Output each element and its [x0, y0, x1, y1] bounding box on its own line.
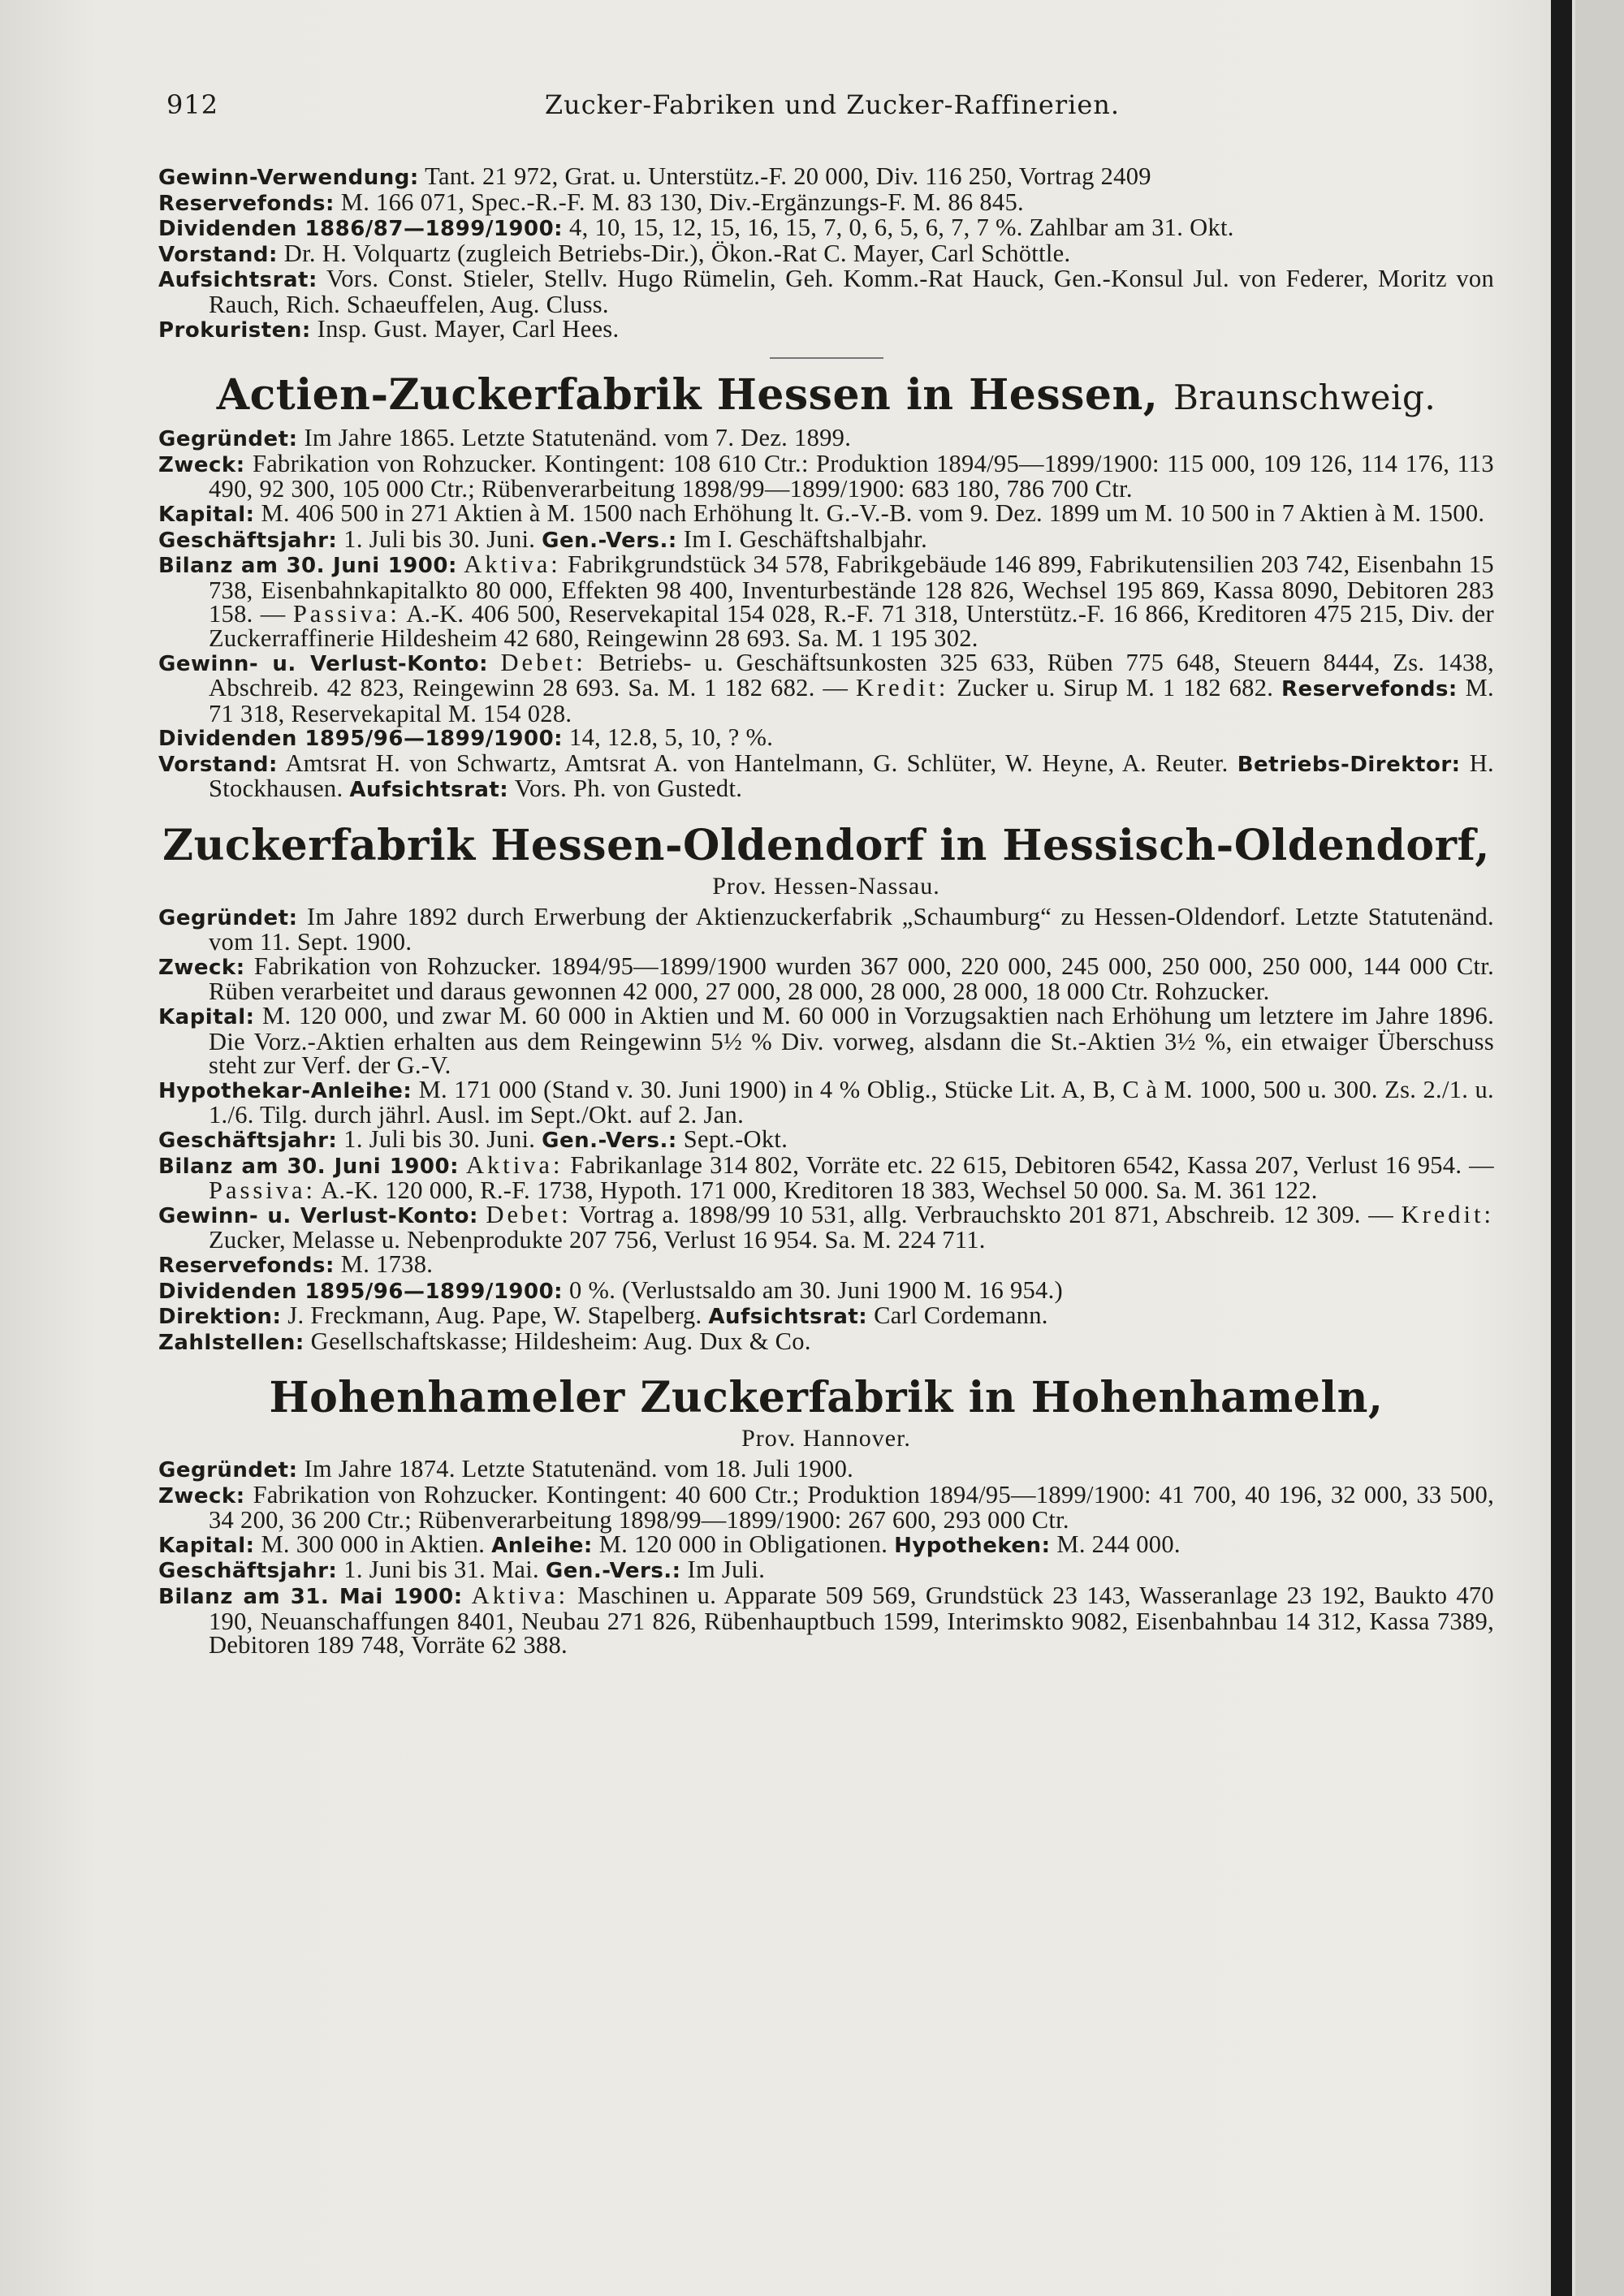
s2-geschaeftsjahr: Geschäftsjahr: 1. Juli bis 30. Juni. Gen.-Vers.: Sept.-Okt. — [158, 1125, 788, 1153]
s1-geschaeftsjahr: Geschäftsjahr: 1. Juli bis 30. Juni. Gen.-Vers.: Im I. Geschäftshalbjahr. — [158, 524, 927, 553]
prev-vorstand: Vorstand: Dr. H. Volquartz (zugleich Betriebs-Dir.), Ökon.-Rat C. Mayer, Carl Schöttle. — [158, 239, 1071, 267]
s3-geschaeftsjahr: Geschäftsjahr: 1. Juni bis 31. Mai. Gen.-Vers.: Im Juli. — [158, 1556, 766, 1584]
s3-subtitle: Prov. Hannover. — [741, 1425, 911, 1452]
s1-bilanz: Bilanz am 30. Juni 1900: Aktiva: Fabrikgrundstück 34 578, Fabrikgebäude 146 899, Fabrikutensilien 203 742, Eisenbahn 15 738, Eisenbahnkapitalkto 80 000, Effekten 98 400, Inventurbestände 128 826, Wechsel 195 869, Kassa 8090, Debitoren 283 158. — Passiva: A.-K. 406 500, Reservekapital 154 028, R.-F. 71 318, Unterstütz.-F. 16 866, Kreditoren 475 215, Div. der Zuckerraffinerie Hildesheim 42 680, Reingewinn 28 693. Sa. M. 1 195 302. — [158, 550, 1494, 652]
prev-gewinn-verwendung: Gewinn-Verwendung: Tant. 21 972, Grat. u. Unterstütz.-F. 20 000, Div. 116 250, Vortrag 2409 — [158, 162, 1151, 190]
prev-prokuristen: Prokuristen: Insp. Gust. Mayer, Carl Hees. — [158, 314, 620, 343]
page-number: 912 — [166, 89, 219, 120]
scan-edge — [1575, 0, 1624, 2296]
page-content — [158, 162, 1495, 1659]
s1-dividenden: Dividenden 1895/96—1899/1900: 14, 12.8, 5, 10, ? %. — [158, 723, 774, 752]
s2-zahlstellen: Zahlstellen: Gesellschaftskasse; Hildesheim: Aug. Dux & Co. — [158, 1327, 811, 1355]
prev-dividenden: Dividenden 1886/87—1899/1900: 4, 10, 15, 12, 15, 16, 15, 7, 0, 6, 5, 6, 7, 7 %. Zahlbar am 31. Okt. — [158, 214, 1234, 242]
s3-zweck: Zweck: Fabrikation von Rohzucker. Kontingent: 40 600 Ctr.; Produktion 1894/95—1899/1900: 41 700, 40 196, 32 000, 33 500, 34 200, 36 200 Ctr.; Rübenverarbeitung 1898/99—1899/1900: 267 600, 293 000 Ctr. — [158, 1480, 1494, 1534]
s2-gewinn-verlust: Gewinn- u. Verlust-Konto: Debet: Vortrag a. 1898/99 10 531, allg. Verbrauchskto 201 871, Abschreib. 12 309. — Kredit: Zucker, Melasse u. Nebenprodukte 207 756, Verlust 16 954. Sa. M. 224 711. — [158, 1200, 1494, 1254]
s2-kapital: Kapital: M. 120 000, und zwar M. 60 000 in Aktien und M. 60 000 in Vorzugsaktien nach Erhöhung um letztere im Jahre 1896. Die Vorz.-Aktien erhalten aus dem Reingewinn 5½ % Div. vorweg, alsdann die St.-Aktien 3½ %, ein etwaiger Überschuss steht zur Verf. der G.-V. — [158, 1002, 1494, 1080]
section-divider — [770, 357, 883, 359]
s2-reservefonds: Reservefonds: M. 1738. — [158, 1249, 434, 1278]
page-header — [166, 89, 1498, 130]
s2-zweck: Zweck: Fabrikation von Rohzucker. 1894/95—1899/1900 wurden 367 000, 220 000, 245 000, 250 000, 250 000, 144 000 Ctr. Rüben verarbeitet und daraus gewonnen 42 000, 27 000, 28 000, 28 000, 28 000, 18 000 Ctr. Rohzucker. — [158, 952, 1494, 1006]
company-title-hessen: Actien-Zuckerfabrik Hessen in Hessen, Braunschweig. — [216, 370, 1436, 421]
s2-direktion: Direktion: J. Freckmann, Aug. Pape, W. Stapelberg. Aufsichtsrat: Carl Cordemann. — [158, 1301, 1048, 1330]
s1-gewinn-verlust: Gewinn- u. Verlust-Konto: Debet: Betriebs- u. Geschäftsunkosten 325 633, Rüben 775 648, Steuern 8444, Zs. 1438, Abschreib. 42 823, Reingewinn 28 693. Sa. M. 1 182 682. — Kredit: Zucker u. Sirup M. 1 182 682. Reservefonds: M. 71 318, Reservekapital M. 154 028. — [158, 648, 1494, 727]
s2-hypothekar-anleihe: Hypothekar-Anleihe: M. 171 000 (Stand v. 30. Juni 1900) in 4 % Oblig., Stücke Lit. A, B, C à M. 1000, 500 u. 300. Zs. 2./1. u. 1./6. Tilg. durch jährl. Ausl. im Sept./Okt. auf 2. Jan. — [158, 1075, 1494, 1129]
s3-bilanz: Bilanz am 31. Mai 1900: Aktiva: Maschinen u. Apparate 509 569, Grundstück 23 143, Wasseranlage 23 192, Baukto 470 190, Neuanschaffungen 8401, Neubau 271 826, Rübenhauptbuch 1599, Interimskto 9082, Eisenbahnbau 14 312, Kassa 7389, Debitoren 189 748, Vorräte 62 388. — [158, 1581, 1494, 1659]
company-title-hessen-oldendorf: Zuckerfabrik Hessen-Oldendorf in Hessisch-Oldendorf, — [162, 821, 1490, 871]
s1-gegruendet: Gegründet: Im Jahre 1865. Letzte Statutenänd. vom 7. Dez. 1899. — [158, 424, 852, 452]
s3-gegruendet: Gegründet: Im Jahre 1874. Letzte Statutenänd. vom 18. Juli 1900. — [158, 1454, 854, 1482]
binding-shadow — [1551, 0, 1572, 2296]
prev-aufsichtsrat: Aufsichtsrat: Vors. Const. Stieler, Stellv. Hugo Rümelin, Geh. Komm.-Rat Hauck, Gen.-Konsul Jul. von Federer, Moritz von Rauch, Rich. Schaeuffelen, Aug. Cluss. — [158, 265, 1495, 318]
s1-zweck: Zweck: Fabrikation von Rohzucker. Kontingent: 108 610 Ctr.: Produktion 1894/95—1899/1900: 115 000, 109 126, 114 176, 113 490, 92 300, 105 000 Ctr.; Rübenverarbeitung 1898/99—1899/1900: 683 180, 786 700 Ctr. — [158, 449, 1494, 503]
prev-reservefonds: Reservefonds: M. 166 071, Spec.-R.-F. M. 83 130, Div.-Ergänzungs-F. M. 86 845. — [158, 188, 1024, 216]
s2-subtitle: Prov. Hessen-Nassau. — [712, 873, 940, 900]
s2-dividenden: Dividenden 1895/96—1899/1900: 0 %. (Verlustsaldo am 30. Juni 1900 M. 16 954.) — [158, 1275, 1063, 1304]
company-title-hohenhameler: Hohenhameler Zuckerfabrik in Hohenhameln, — [269, 1373, 1384, 1423]
s1-vorstand: Vorstand: Amtsrat H. von Schwartz, Amtsrat A. von Hantelmann, G. Schlüter, W. Heyne, A. Reuter. Betriebs-Direktor: H. Stockhausen. Aufsichtsrat: Vors. Ph. von Gustedt. — [158, 749, 1494, 803]
s1-kapital: Kapital: M. 406 500 in 271 Aktien à M. 1500 nach Erhöhung lt. G.-V.-B. vom 9. Dez. 1899 um M. 10 500 in 7 Aktien à M. 1500. — [158, 498, 1485, 527]
s3-kapital: Kapital: M. 300 000 in Aktien. Anleihe: M. 120 000 in Obligationen. Hypotheken: M. 244 000. — [158, 1530, 1181, 1558]
s2-bilanz: Bilanz am 30. Juni 1900: Aktiva: Fabrikanlage 314 802, Vorräte etc. 22 615, Debitoren 6542, Kassa 207, Verlust 16 954. — Passiva: A.-K. 120 000, R.-F. 1738, Hypoth. 171 000, Kreditoren 18 383, Wechsel 50 000. Sa. M. 361 122. — [158, 1150, 1494, 1205]
s2-gegruendet: Gegründet: Im Jahre 1892 durch Erwerbung der Aktienzuckerfabrik „Schaumburg“ zu Hessen-Oldendorf. Letzte Statutenänd. vom 11. Sept. 1900. — [158, 902, 1494, 956]
running-title: Zucker-Fabriken und Zucker-Raffinerien. — [544, 89, 1121, 120]
